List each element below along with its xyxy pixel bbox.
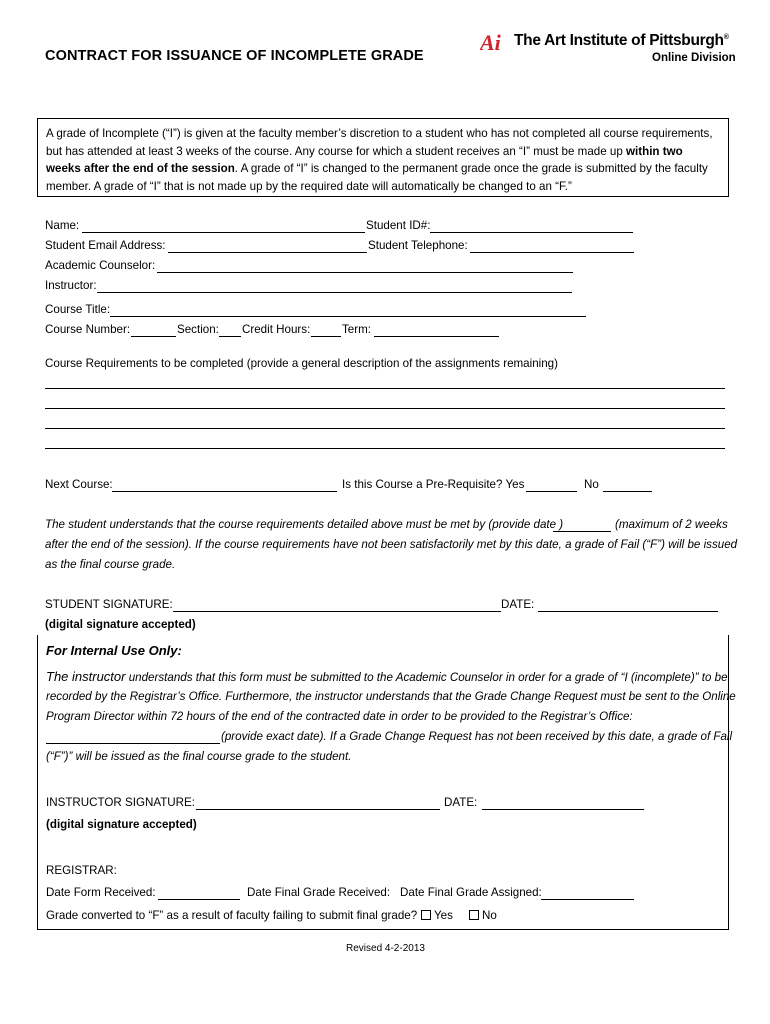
revision-date: Revised 4-2-2013: [346, 943, 425, 954]
prereq-yes-field[interactable]: [526, 491, 577, 492]
date-form-received-label: Date Form Received:: [46, 886, 156, 899]
instructor-signature-note: (digital signature accepted): [46, 818, 197, 831]
instructor-date-label: DATE:: [444, 796, 478, 809]
student-statement-line3: as the final course grade.: [45, 558, 176, 571]
next-course-field[interactable]: [112, 491, 337, 492]
student-statement-line2: after the end of the session). If the course requirements have not been satisfactorily met by this date, a grade of Fail (“F”) will be issued: [45, 538, 738, 551]
internal-line1: The instructor understands that this form must be submitted to the Academic Counselor in order for a grade of “I (incomplete)” to be: [46, 669, 728, 684]
instructor-field[interactable]: [97, 292, 572, 293]
instructor-label: Instructor:: [45, 279, 97, 292]
name-label: Name:: [45, 219, 80, 232]
requirements-line[interactable]: [45, 388, 725, 389]
email-label: Student Email Address:: [45, 239, 166, 252]
internal-heading: For Internal Use Only:: [46, 643, 182, 658]
course-title-field[interactable]: [110, 316, 586, 317]
student-id-field[interactable]: [430, 232, 633, 233]
student-date-field[interactable]: [553, 531, 611, 532]
student-signature-label: STUDENT SIGNATURE:: [45, 598, 173, 611]
student-statement-line1: The student understands that the course requirements detailed above must be met by (provide date ): [45, 518, 564, 531]
telephone-field[interactable]: [470, 252, 634, 253]
instructor-signature-label: INSTRUCTOR SIGNATURE:: [46, 796, 196, 809]
ai-logo-icon: [480, 30, 510, 54]
student-id-label: Student ID#:: [366, 219, 431, 232]
converted-yes-option[interactable]: Yes: [421, 909, 453, 922]
grade-converted-label: Grade converted to “F” as a result of faculty failing to submit final grade?: [46, 909, 418, 922]
internal-line4: (provide exact date). If a Grade Change Request has not been received by this date, a grade of Fail: [221, 730, 733, 743]
term-label: Term:: [342, 323, 371, 336]
instructor-date-field[interactable]: [482, 809, 644, 810]
email-field[interactable]: [168, 252, 367, 253]
logo-name: The Art Institute of Pittsburgh®: [514, 32, 729, 49]
student-statement-line1b: (maximum of 2 weeks: [615, 518, 728, 531]
requirements-line[interactable]: [45, 408, 725, 409]
counselor-label: Academic Counselor:: [45, 259, 156, 272]
internal-line3: Program Director within 72 hours of the end of the contracted date in order to be provided to the Registrar’s Office:: [46, 710, 633, 723]
credit-hours-label: Credit Hours:: [242, 323, 311, 336]
counselor-field[interactable]: [157, 272, 573, 273]
date-final-assigned-field[interactable]: [541, 899, 634, 900]
checkbox-icon[interactable]: [469, 910, 479, 920]
name-field[interactable]: [82, 232, 365, 233]
requirements-line[interactable]: [45, 428, 725, 429]
course-number-field[interactable]: [131, 336, 176, 337]
requirements-label: Course Requirements to be completed (provide a general description of the assignments remaining): [45, 357, 558, 370]
checkbox-icon[interactable]: [421, 910, 431, 920]
student-signature-field[interactable]: [173, 611, 501, 612]
internal-line5: (“F”)” will be issued as the final course grade to the student.: [46, 750, 352, 763]
student-date-label: DATE:: [501, 598, 535, 611]
term-field[interactable]: [374, 336, 499, 337]
prereq-label: Is this Course a Pre-Requisite? Yes: [342, 478, 525, 491]
internal-line2: recorded by the Registrar’s Office. Furthermore, the instructor understands that the Grade Change Request must be sent to the Online: [46, 690, 736, 703]
credit-hours-field[interactable]: [311, 336, 341, 337]
instructor-signature-field[interactable]: [196, 809, 440, 810]
svg-text:Ai: Ai: [480, 30, 501, 54]
student-signature-note: (digital signature accepted): [45, 618, 196, 631]
internal-date-field[interactable]: [46, 743, 220, 744]
converted-no-option[interactable]: No: [469, 909, 497, 922]
prereq-no-label: No: [584, 478, 599, 491]
course-title-label: Course Title:: [45, 303, 111, 316]
telephone-label: Student Telephone:: [368, 239, 468, 252]
prereq-no-field[interactable]: [603, 491, 652, 492]
date-final-assigned-label: Date Final Grade Assigned:: [400, 886, 542, 899]
registrar-label: REGISTRAR:: [46, 864, 117, 877]
date-form-received-field[interactable]: [158, 899, 240, 900]
section-label: Section:: [177, 323, 219, 336]
student-signature-date-field[interactable]: [538, 611, 718, 612]
course-number-label: Course Number:: [45, 323, 131, 336]
page-title: CONTRACT FOR ISSUANCE OF INCOMPLETE GRADE: [45, 48, 424, 64]
intro-paragraph: A grade of Incomplete (“I”) is given at the faculty member’s discretion to a student who has not completed all course requirements, but has attended at least 3 weeks of the course. Any course for which a student receives an “I” must be made up within two weeks after the end of the session. A grade of “I” is changed to the permanent grade once the grade is submitted by the faculty member. A grade of “I” that is not made up by the required date will automatically be changed to an “F.”: [37, 118, 729, 197]
next-course-label: Next Course:: [45, 478, 113, 491]
requirements-line[interactable]: [45, 448, 725, 449]
date-final-received-label: Date Final Grade Received:: [247, 886, 391, 899]
logo: [480, 28, 740, 76]
logo-division: Online Division: [652, 52, 736, 64]
section-field[interactable]: [219, 336, 241, 337]
